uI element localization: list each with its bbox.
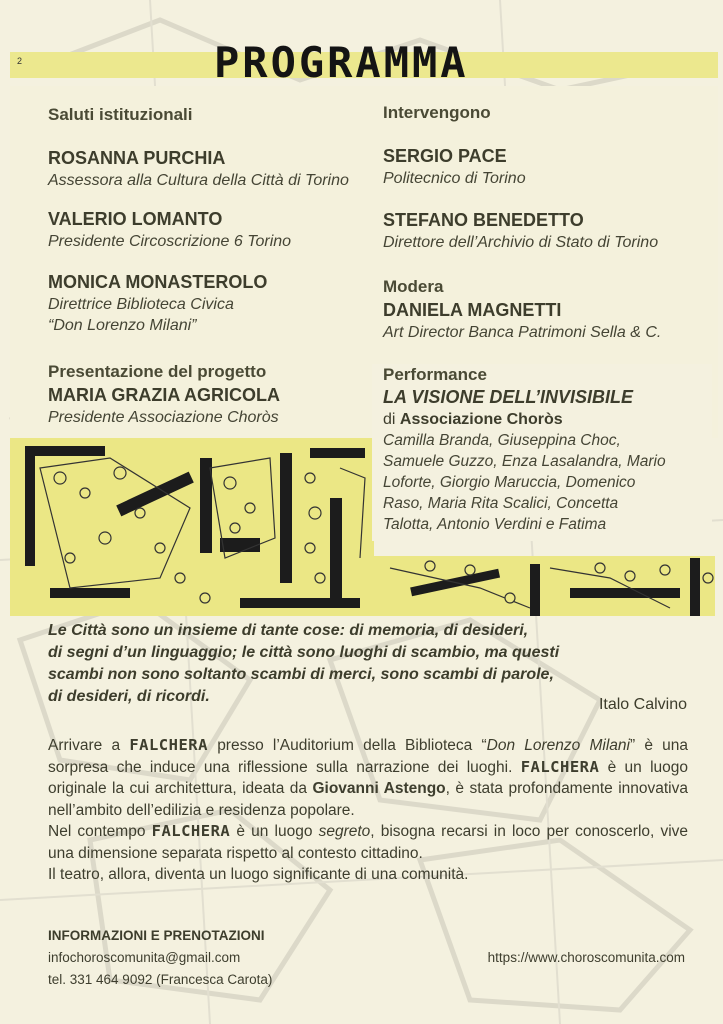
speaker-name: MONICA MONASTEROLO [48, 272, 268, 292]
moderator-role: Art Director Banca Patrimoni Sella & C. [383, 324, 662, 341]
cast-line: Talotta, Antonio Verdini e Fatima [383, 516, 607, 533]
speaker-name: VALERIO LOMANTO [48, 209, 223, 229]
architect-name: Giovanni Astengo [312, 780, 446, 797]
performance-section [372, 364, 712, 541]
cast-line: Raso, Maria Rita Scalici, Concetta [383, 495, 619, 512]
info-heading: INFORMAZIONI E PRENOTAZIONI [48, 928, 265, 943]
speaker-role: Presidente Circoscrizione 6 Torino [48, 233, 292, 250]
performance-by-prefix: di [383, 411, 396, 428]
quote-line: di segni d’un linguaggio; le città sono luoghi di scambio, ma questi [48, 644, 560, 661]
body-fragment: Nel contempo [48, 823, 146, 840]
body-fragment: Arrivare a [48, 737, 121, 754]
falchera-logo-text: FALCHERA [129, 736, 208, 754]
page-title: PROGRAMMA [214, 38, 469, 87]
presenter-role: Presidente Associazione Choròs [48, 409, 279, 426]
performance-title: LA VISIONE DELL’INVISIBILE [383, 387, 634, 407]
presentation-label: Presentazione del progetto [48, 362, 267, 381]
falchera-logo-text: FALCHERA [520, 757, 600, 776]
quote-author: Italo Calvino [598, 696, 687, 713]
speaker-name: STEFANO BENEDETTO [383, 210, 584, 230]
quote-line: scambi non sono soltanto scambi di merci, sono scambi di parole, [48, 666, 554, 683]
moderator-section [383, 276, 713, 343]
quote-line: di desideri, di ricordi. [48, 688, 210, 705]
cast-line: Samuele Guzzo, Enza Lasalandra, Mario [383, 453, 666, 470]
presenter-name: MARIA GRAZIA AGRICOLA [48, 385, 280, 405]
intervengono-section [383, 102, 713, 124]
cast-line: Loforte, Giorgio Maruccia, Domenico [383, 474, 636, 491]
description-text [48, 735, 688, 886]
body-fragment: è un luogo originale la cui architettura, ideata da [48, 758, 689, 797]
body-fragment: presso l’Auditorium della Biblioteca “ [217, 737, 487, 754]
body-fragment: , è stata profondamente innovativa nell’ambito dell’edilizia e residenza popolare. [48, 780, 689, 819]
speaker-role: Direttore dell’Archivio di Stato di Torino [383, 234, 659, 251]
performance-label: Performance [383, 365, 487, 384]
speaker-purchia [48, 146, 378, 191]
speaker-benedetto [383, 208, 713, 253]
speaker-role: Politecnico di Torino [383, 170, 526, 187]
cast-line: Camilla Branda, Giuseppina Choc, [383, 432, 621, 449]
secret-word: segreto [318, 823, 371, 840]
performance-company: Associazione Choròs [399, 411, 563, 428]
body-fragment: , bisogna recarsi in loco per conoscerlo, vive una dimensione separata rispetto al contesto cittadino. [48, 823, 689, 862]
library-name: Don Lorenzo Milani [486, 737, 630, 754]
saluti-label: Saluti istituzionali [48, 105, 193, 124]
saluti-section [48, 104, 378, 126]
speaker-monasterolo [48, 270, 378, 336]
quote-line: Le Città sono un insieme di tante cose: di memoria, di desideri, [48, 622, 529, 639]
speaker-role: Direttrice Biblioteca Civica [48, 296, 234, 313]
page-number: 2 [17, 56, 23, 66]
performance-by [383, 409, 712, 430]
presentation-section [48, 361, 378, 428]
speaker-role-line2: “Don Lorenzo Milani” [48, 317, 197, 334]
contact-phone: tel. 331 464 9092 (Francesca Carota) [48, 972, 273, 987]
modera-label: Modera [383, 277, 444, 296]
body-fragment: è un luogo [236, 823, 313, 840]
website-link[interactable]: https://www.choroscomunita.com [487, 950, 685, 965]
body-fragment: ” è una sorpresa che induce una riflessione sulla narrazione dei luoghi. [48, 737, 689, 776]
contact-email-link[interactable]: infochoroscomunita@gmail.com [48, 950, 241, 965]
speaker-lomanto [48, 207, 378, 252]
falchera-logo-text: FALCHERA [151, 822, 231, 840]
speaker-name: ROSANNA PURCHIA [48, 148, 226, 168]
body-fragment: Il teatro, allora, diventa un luogo significante di una comunità. [48, 866, 469, 883]
calvino-quote [48, 620, 688, 708]
speaker-name: SERGIO PACE [383, 146, 507, 166]
intervengono-label: Intervengono [383, 103, 491, 122]
moderator-name: DANIELA MAGNETTI [383, 300, 562, 320]
speaker-pace [383, 144, 713, 189]
speaker-role: Assessora alla Cultura della Città di Torino [48, 172, 349, 189]
